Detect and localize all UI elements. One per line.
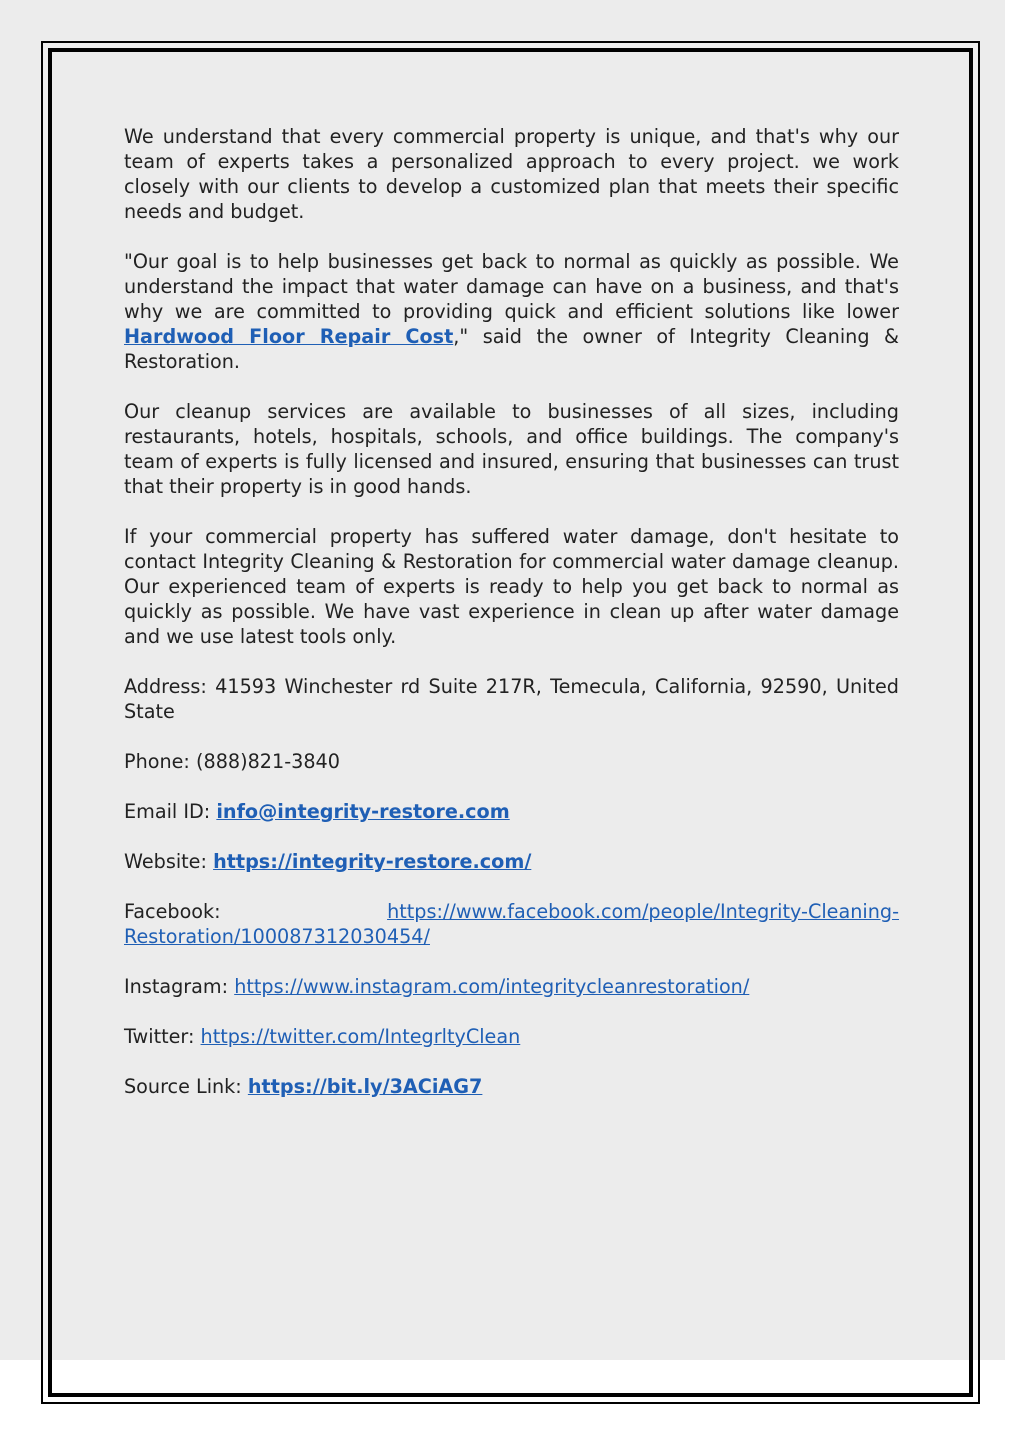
twitter-line (124, 1024, 899, 1049)
email-line (124, 799, 899, 824)
instagram-label: Instagram: (124, 975, 235, 998)
email-link[interactable]: info@integrity-restore.com (216, 800, 510, 823)
email-label: Email ID: (124, 800, 217, 823)
instagram-line (124, 974, 899, 999)
facebook-label: Facebook: (124, 900, 388, 923)
paragraph-owner-quote (124, 249, 899, 374)
twitter-label: Twitter: (124, 1025, 201, 1048)
phone-line: Phone: (888)821-3840 (124, 750, 340, 773)
hardwood-floor-repair-link[interactable]: Hardwood Floor Repair Cost (124, 325, 454, 348)
website-link[interactable]: https://integrity-restore.com/ (213, 850, 532, 873)
paragraph-personalized-approach: We understand that every commercial property is unique, and that's why our team of experts takes a personalized approach to every project. we work closely with our clients to develop a customized plan that meets their specific needs and budget. (124, 125, 899, 223)
source-link[interactable]: https://bit.ly/3ACiAG7 (247, 1075, 483, 1098)
website-label: Website: (124, 850, 214, 873)
document-body (124, 124, 899, 1124)
quote-text-before: "Our goal is to help businesses get back to normal as quickly as possible. We understand the impact that water damage can have on a business, and that's why we are committed to providing quick and efficient solutions like lower (124, 250, 899, 323)
quote-text-after: ," said the owner of Integrity Cleaning & Restoration. (124, 325, 899, 373)
facebook-line (124, 899, 899, 949)
source-link-line (124, 1074, 899, 1099)
website-line (124, 849, 899, 874)
facebook-link[interactable]: https://www.facebook.com/people/Integrity-Cleaning-Restoration/100087312030454/ (124, 900, 899, 948)
source-label: Source Link: (124, 1075, 248, 1098)
instagram-link[interactable]: https://www.instagram.com/integritycleanrestoration/ (234, 975, 750, 998)
paragraph-contact-cta: If your commercial property has suffered water damage, don't hesitate to contact Integrity Cleaning & Restoration for commercial water damage cleanup. Our experienced team of experts is ready to help you get back to normal as quickly as possible. We have vast experience in clean up after water damage and we use latest tools only. (124, 525, 899, 648)
address-line: Address: 41593 Winchester rd Suite 217R, Temecula, California, 92590, United State (124, 675, 899, 723)
paragraph-cleanup-services: Our cleanup services are available to businesses of all sizes, including restaurants, hotels, hospitals, schools, and office buildings. The company's team of experts is fully licensed and insured, ensuring that businesses can trust that their property is in good hands. (124, 400, 899, 498)
twitter-link[interactable]: https://twitter.com/IntegrltyClean (200, 1025, 521, 1048)
